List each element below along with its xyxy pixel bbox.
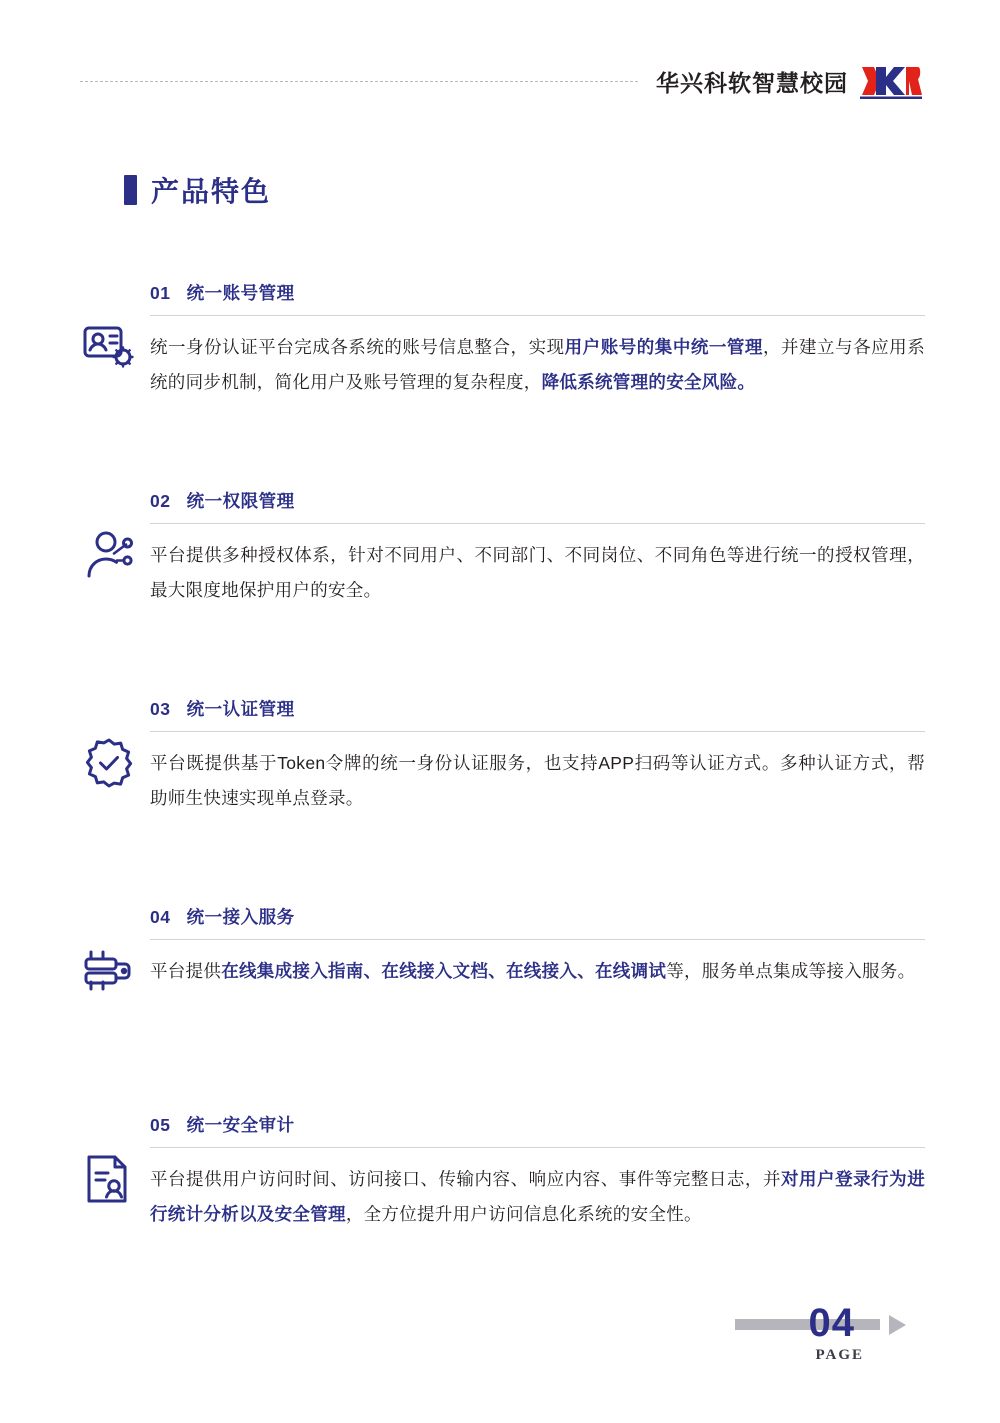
body-text-strong: 降低系统管理的安全风险。: [541, 372, 756, 392]
feature-body-05: [150, 1162, 925, 1232]
feature-list: [80, 280, 925, 1232]
body-text: 统一身份认证平台完成各系统的账号信息整合，实现: [150, 337, 565, 357]
feature-divider: [150, 731, 925, 732]
feature-heading-02: [150, 488, 925, 513]
feature-item-01: [80, 280, 925, 400]
user-permission-icon: [80, 526, 138, 584]
feature-divider: [150, 523, 925, 524]
feature-title-04: 统一接入服务: [186, 907, 295, 927]
section-title: [124, 170, 271, 210]
feature-heading-04: [150, 904, 925, 929]
body-text: 等，服务单点集成等接入服务。: [666, 961, 916, 981]
feature-title-02: 统一权限管理: [186, 491, 295, 511]
feature-number-03: 03: [150, 699, 171, 719]
body-text-strong: 用户账号的集中统一管理: [564, 337, 763, 357]
body-text: 平台提供用户访问时间、访问接口、传输内容、响应内容、事件等完整日志，并: [150, 1169, 781, 1189]
feature-item-03: [80, 696, 925, 816]
body-text: ，全方位提升用户访问信息化系统的安全性。: [345, 1204, 702, 1224]
header-divider: [80, 81, 638, 82]
feature-title-03: 统一认证管理: [186, 699, 295, 719]
feature-heading-03: [150, 696, 925, 721]
footer-arrow-icon: [889, 1315, 906, 1335]
feature-number-01: 01: [150, 283, 171, 303]
feature-title-05: 统一安全审计: [186, 1115, 295, 1135]
feature-item-05: [80, 1112, 925, 1232]
body-text: ，并建立与各应用系统的同步机制，简化用户及账号管理的复杂程度，: [150, 337, 925, 392]
title-accent-bar: [124, 175, 137, 205]
body-text-strong: 在线集成接入指南、在线接入文档、在线接入、在线调试: [221, 961, 667, 981]
feature-number-02: 02: [150, 491, 171, 511]
body-text: 平台提供: [150, 961, 222, 981]
account-card-icon: [80, 318, 138, 376]
page-footer: [672, 1301, 922, 1375]
feature-title-01: 统一账号管理: [186, 283, 295, 303]
feature-divider: [150, 315, 925, 316]
feature-item-02: [80, 488, 925, 608]
brand-name: 华兴科软智慧校园: [656, 69, 848, 96]
feature-heading-01: [150, 280, 925, 305]
footer-bar: [735, 1319, 880, 1330]
integration-node-icon: [80, 942, 138, 1000]
feature-number-04: 04: [150, 907, 171, 927]
verified-badge-icon: [80, 734, 138, 792]
body-text: 平台提供多种授权体系，针对不同用户、不同部门、不同岗位、不同角色等进行统一的授权管理，最大限度地保护用户的安全。: [150, 545, 925, 600]
feature-body-04: [150, 954, 925, 989]
feature-body-02: [150, 538, 925, 608]
audit-log-icon: [80, 1150, 138, 1208]
feature-body-03: [150, 746, 925, 816]
feature-divider: [150, 939, 925, 940]
feature-number-05: 05: [150, 1115, 171, 1135]
page-header: [80, 58, 922, 104]
page-title: 产品特色: [151, 176, 272, 207]
feature-item-04: [80, 904, 925, 1024]
page-label: PAGE: [815, 1347, 864, 1363]
feature-heading-05: [150, 1112, 925, 1137]
body-text: 平台既提供基于Token令牌的统一身份认证服务，也支持APP扫码等认证方式。多种认证方式，帮助师生快速实现单点登录。: [150, 753, 925, 808]
feature-body-01: [150, 330, 925, 400]
feature-divider: [150, 1147, 925, 1148]
hkr-logo-icon: [860, 63, 922, 99]
page-number: 04: [808, 1301, 855, 1345]
body-text-strong: 对用户登录行为进行统计分析以及安全管理: [150, 1169, 925, 1224]
